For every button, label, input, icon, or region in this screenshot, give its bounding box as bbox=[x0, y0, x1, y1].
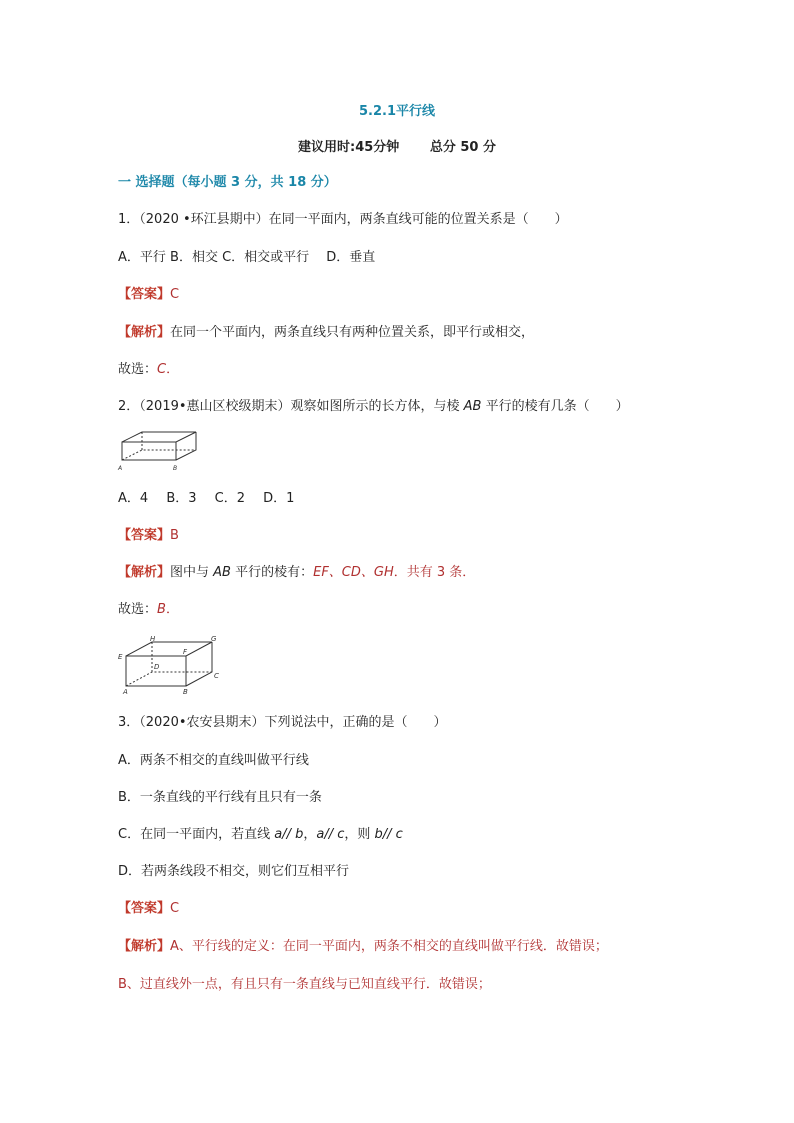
option-c-math-3: b// c bbox=[374, 827, 403, 842]
vertex-e-label: E bbox=[118, 653, 123, 661]
vertex-b-label: B bbox=[183, 688, 188, 696]
cuboid-right-edges bbox=[176, 432, 196, 460]
cuboid-figure-1 bbox=[116, 430, 208, 472]
q3-option-b: B．一条直线的平行线有且只有一条 bbox=[118, 790, 322, 805]
choice-prefix: 故选： bbox=[118, 362, 158, 377]
choice-end: ． bbox=[165, 602, 179, 617]
vertex-b-label: B bbox=[173, 465, 178, 472]
q2-options bbox=[118, 490, 294, 508]
analysis-text: 在同一个平面内，两条直线只有两种位置关系，即平行或相交， bbox=[170, 325, 535, 340]
q3-option-d: D．若两条线段不相交，则它们互相平行 bbox=[118, 864, 350, 879]
q2-option-a: A．4 bbox=[118, 491, 149, 506]
analysis-text: 图中与 bbox=[170, 565, 214, 580]
answer-value: C bbox=[170, 901, 180, 916]
choice-value: C bbox=[157, 362, 167, 377]
q1-stem: 1．（2020 •环江县期中）在同一平面内，两条直线可能的位置关系是（ ） bbox=[118, 212, 568, 227]
cuboid-front-face bbox=[122, 442, 176, 460]
q2-analysis bbox=[118, 564, 475, 582]
option-c-math-1: a// b bbox=[274, 827, 304, 842]
answer-value: B bbox=[170, 528, 179, 543]
subtitle bbox=[0, 136, 794, 155]
answer-value: C bbox=[170, 287, 180, 302]
q2-stem-text-end: 平行的棱有几条（ ） bbox=[481, 399, 629, 414]
q3-stem: 3．（2020•农安县期末）下列说法中，正确的是（ ） bbox=[118, 715, 447, 730]
cuboid2-top-face bbox=[126, 642, 212, 656]
option-c-then: ，则 bbox=[344, 827, 375, 842]
q2-option-c: C．2 bbox=[214, 491, 246, 506]
vertex-g-label: G bbox=[211, 635, 217, 643]
q2-answer bbox=[118, 527, 179, 545]
analysis-text: A、平行线的定义：在同一平面内，两条不相交的直线叫做平行线．故错误； bbox=[170, 939, 608, 954]
q2-stem bbox=[118, 398, 629, 416]
q2-choice bbox=[118, 601, 179, 619]
answer-label: 【答案】 bbox=[118, 901, 171, 916]
section-heading: 一 选择题（每小题 3 分，共 18 分） bbox=[118, 175, 337, 190]
vertex-c-label: C bbox=[214, 672, 219, 680]
option-c-math-2: a// c bbox=[316, 827, 345, 842]
analysis-label: 【解析】 bbox=[118, 325, 171, 340]
q2-stem-text: 2．（2019•惠山区校级期末）观察如图所示的长方体，与棱 bbox=[118, 399, 464, 414]
vertex-f-label: F bbox=[183, 648, 188, 656]
answer-label: 【答案】 bbox=[118, 287, 171, 302]
q1-choice bbox=[118, 361, 179, 379]
cuboid-figure-2 bbox=[116, 634, 228, 696]
vertex-a-label: A bbox=[123, 688, 128, 696]
q1-answer bbox=[118, 286, 179, 304]
q1-analysis bbox=[118, 324, 534, 342]
choice-value: B bbox=[157, 602, 166, 617]
vertex-d-label: D bbox=[154, 663, 160, 671]
page-title: 5.2.1平行线 bbox=[358, 104, 435, 119]
answer-label: 【答案】 bbox=[118, 528, 171, 543]
analysis-text-3: ．共有 3 条． bbox=[393, 565, 476, 580]
choice-prefix: 故选： bbox=[118, 602, 158, 617]
q3-option-a: A．两条不相交的直线叫做平行线 bbox=[118, 753, 309, 768]
q2-option-b: B．3 bbox=[166, 491, 197, 506]
q3-analysis bbox=[118, 938, 608, 956]
vertex-h-label: H bbox=[150, 635, 156, 643]
cuboid2-front-face bbox=[126, 656, 186, 686]
choice-end: ． bbox=[166, 362, 180, 377]
suggested-time: 建议用时:45分钟 bbox=[298, 140, 400, 155]
analysis-label: 【解析】 bbox=[118, 939, 171, 954]
q3-option-c bbox=[118, 826, 403, 844]
q2-option-d: D．1 bbox=[263, 491, 295, 506]
analysis-label: 【解析】 bbox=[118, 565, 171, 580]
vertex-a-label: A bbox=[118, 465, 123, 472]
option-c-text: C．在同一平面内，若直线 bbox=[118, 827, 275, 842]
q3-analysis-2: B、过直线外一点，有且只有一条直线与已知直线平行．故错误； bbox=[118, 977, 491, 992]
q3-answer bbox=[118, 900, 179, 918]
analysis-text-2: 平行的棱有： bbox=[230, 565, 314, 580]
cuboid-top-face bbox=[122, 432, 196, 442]
q1-options: A．平行 B．相交 C．相交或平行 D．垂直 bbox=[118, 250, 376, 265]
analysis-var: AB bbox=[213, 565, 231, 580]
total-score: 总分 50 分 bbox=[429, 140, 496, 155]
q2-stem-var: AB bbox=[463, 399, 482, 414]
analysis-edges: EF、CD、GH bbox=[313, 565, 394, 580]
option-c-sep: ， bbox=[303, 827, 317, 842]
